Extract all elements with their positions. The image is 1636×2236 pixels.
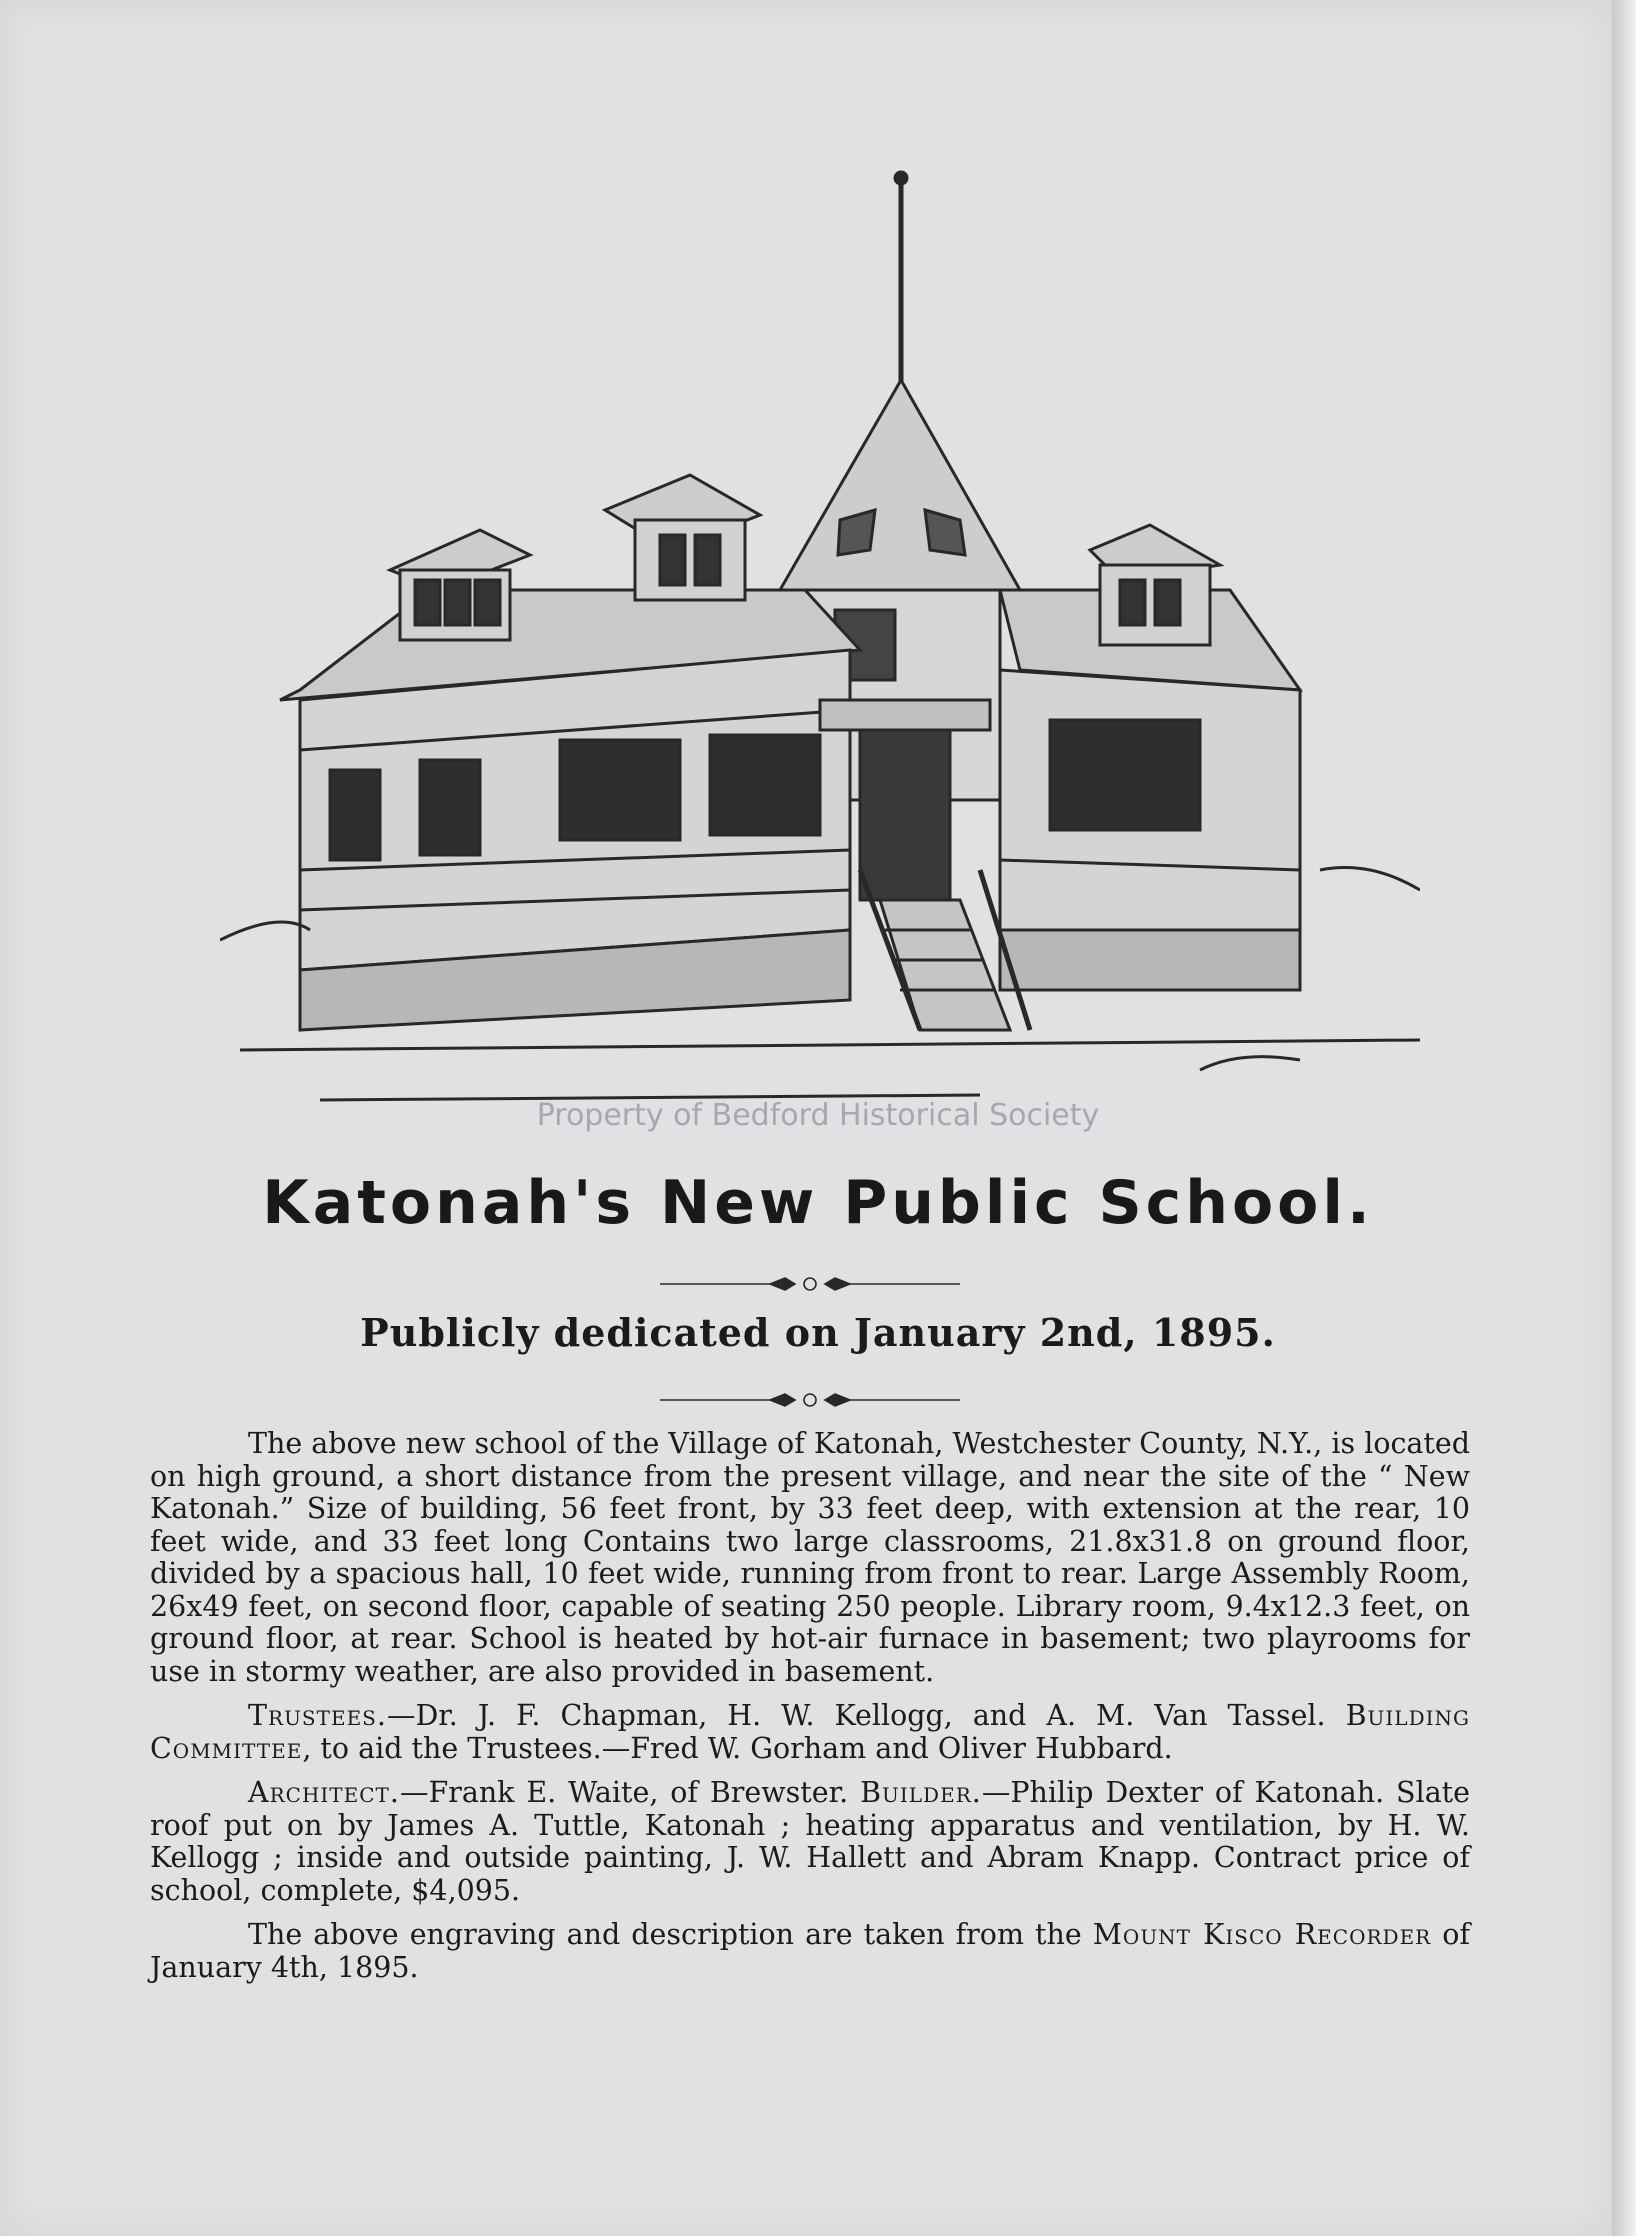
school-engraving — [220, 170, 1420, 1140]
ornament-divider-top — [660, 1272, 960, 1296]
newspaper-name: Mount Kisco Recorder — [1092, 1918, 1432, 1951]
ornament-divider-bottom — [660, 1388, 960, 1412]
source-paragraph — [150, 1919, 1470, 1984]
description-paragraph: The above new school of the Village of Katonah, Westchester County, N.Y., is located on high ground, a short distance from the present village, and near the site of the “ New Katonah.” Size of building, 56 feet front, by 33 feet deep, with extension at the rear, 10 feet wide, and 33 feet long Contains two large classrooms, 21.8x31.8 on ground floor, divided by a spacious hall, 10 feet wide, running from front to rear. Large Assembly Room, 26x49 feet, on second floor, capable of seating 250 people. Library room, 9.4x12.3 feet, on ground floor, at rear. School is heated by hot-air furnace in basement; two playrooms for use in stormy weather, are also provided in basement. — [150, 1427, 1470, 1688]
trustees-paragraph — [150, 1700, 1470, 1765]
watermark: Property of Bedford Historical Society — [536, 1098, 1100, 1133]
architect-text: —Frank E. Waite, of Brewster. — [399, 1776, 849, 1809]
trustees-text: —Dr. J. F. Chapman, H. W. Kellogg, and A. M. Van Tassel. — [386, 1699, 1326, 1732]
builder-label: Builder. — [860, 1776, 982, 1809]
architect-label: Architect. — [248, 1776, 400, 1809]
building-committee-text: , to aid the Trustees.—Fred W. Gorham and Oliver Hubbard. — [302, 1731, 1173, 1765]
architect-paragraph — [150, 1777, 1470, 1907]
trustees-label: Trustees. — [248, 1699, 387, 1732]
source-post: of January 4th, 1895. — [150, 1918, 1470, 1984]
source-pre: The above engraving and description are taken from the — [248, 1918, 1093, 1951]
article-body — [150, 1428, 1470, 1996]
builder-text: —Philip Dexter of Katonah. Slate roof put on by James A. Tuttle, Katonah ; heating apparatus and ventilation, by H. W. Kellogg ; inside and outside painting, J. W. Hallett and Abram Knapp. Contract price of school, complete, $4,095. — [150, 1776, 1471, 1907]
building-committee-label: Building Committee — [150, 1699, 1470, 1765]
subtitle: Publicly dedicated on January 2nd, 1895. — [360, 1310, 1276, 1355]
page-title: Katonah's New Public School. — [262, 1168, 1374, 1238]
school-engraving-art — [220, 170, 1420, 1140]
